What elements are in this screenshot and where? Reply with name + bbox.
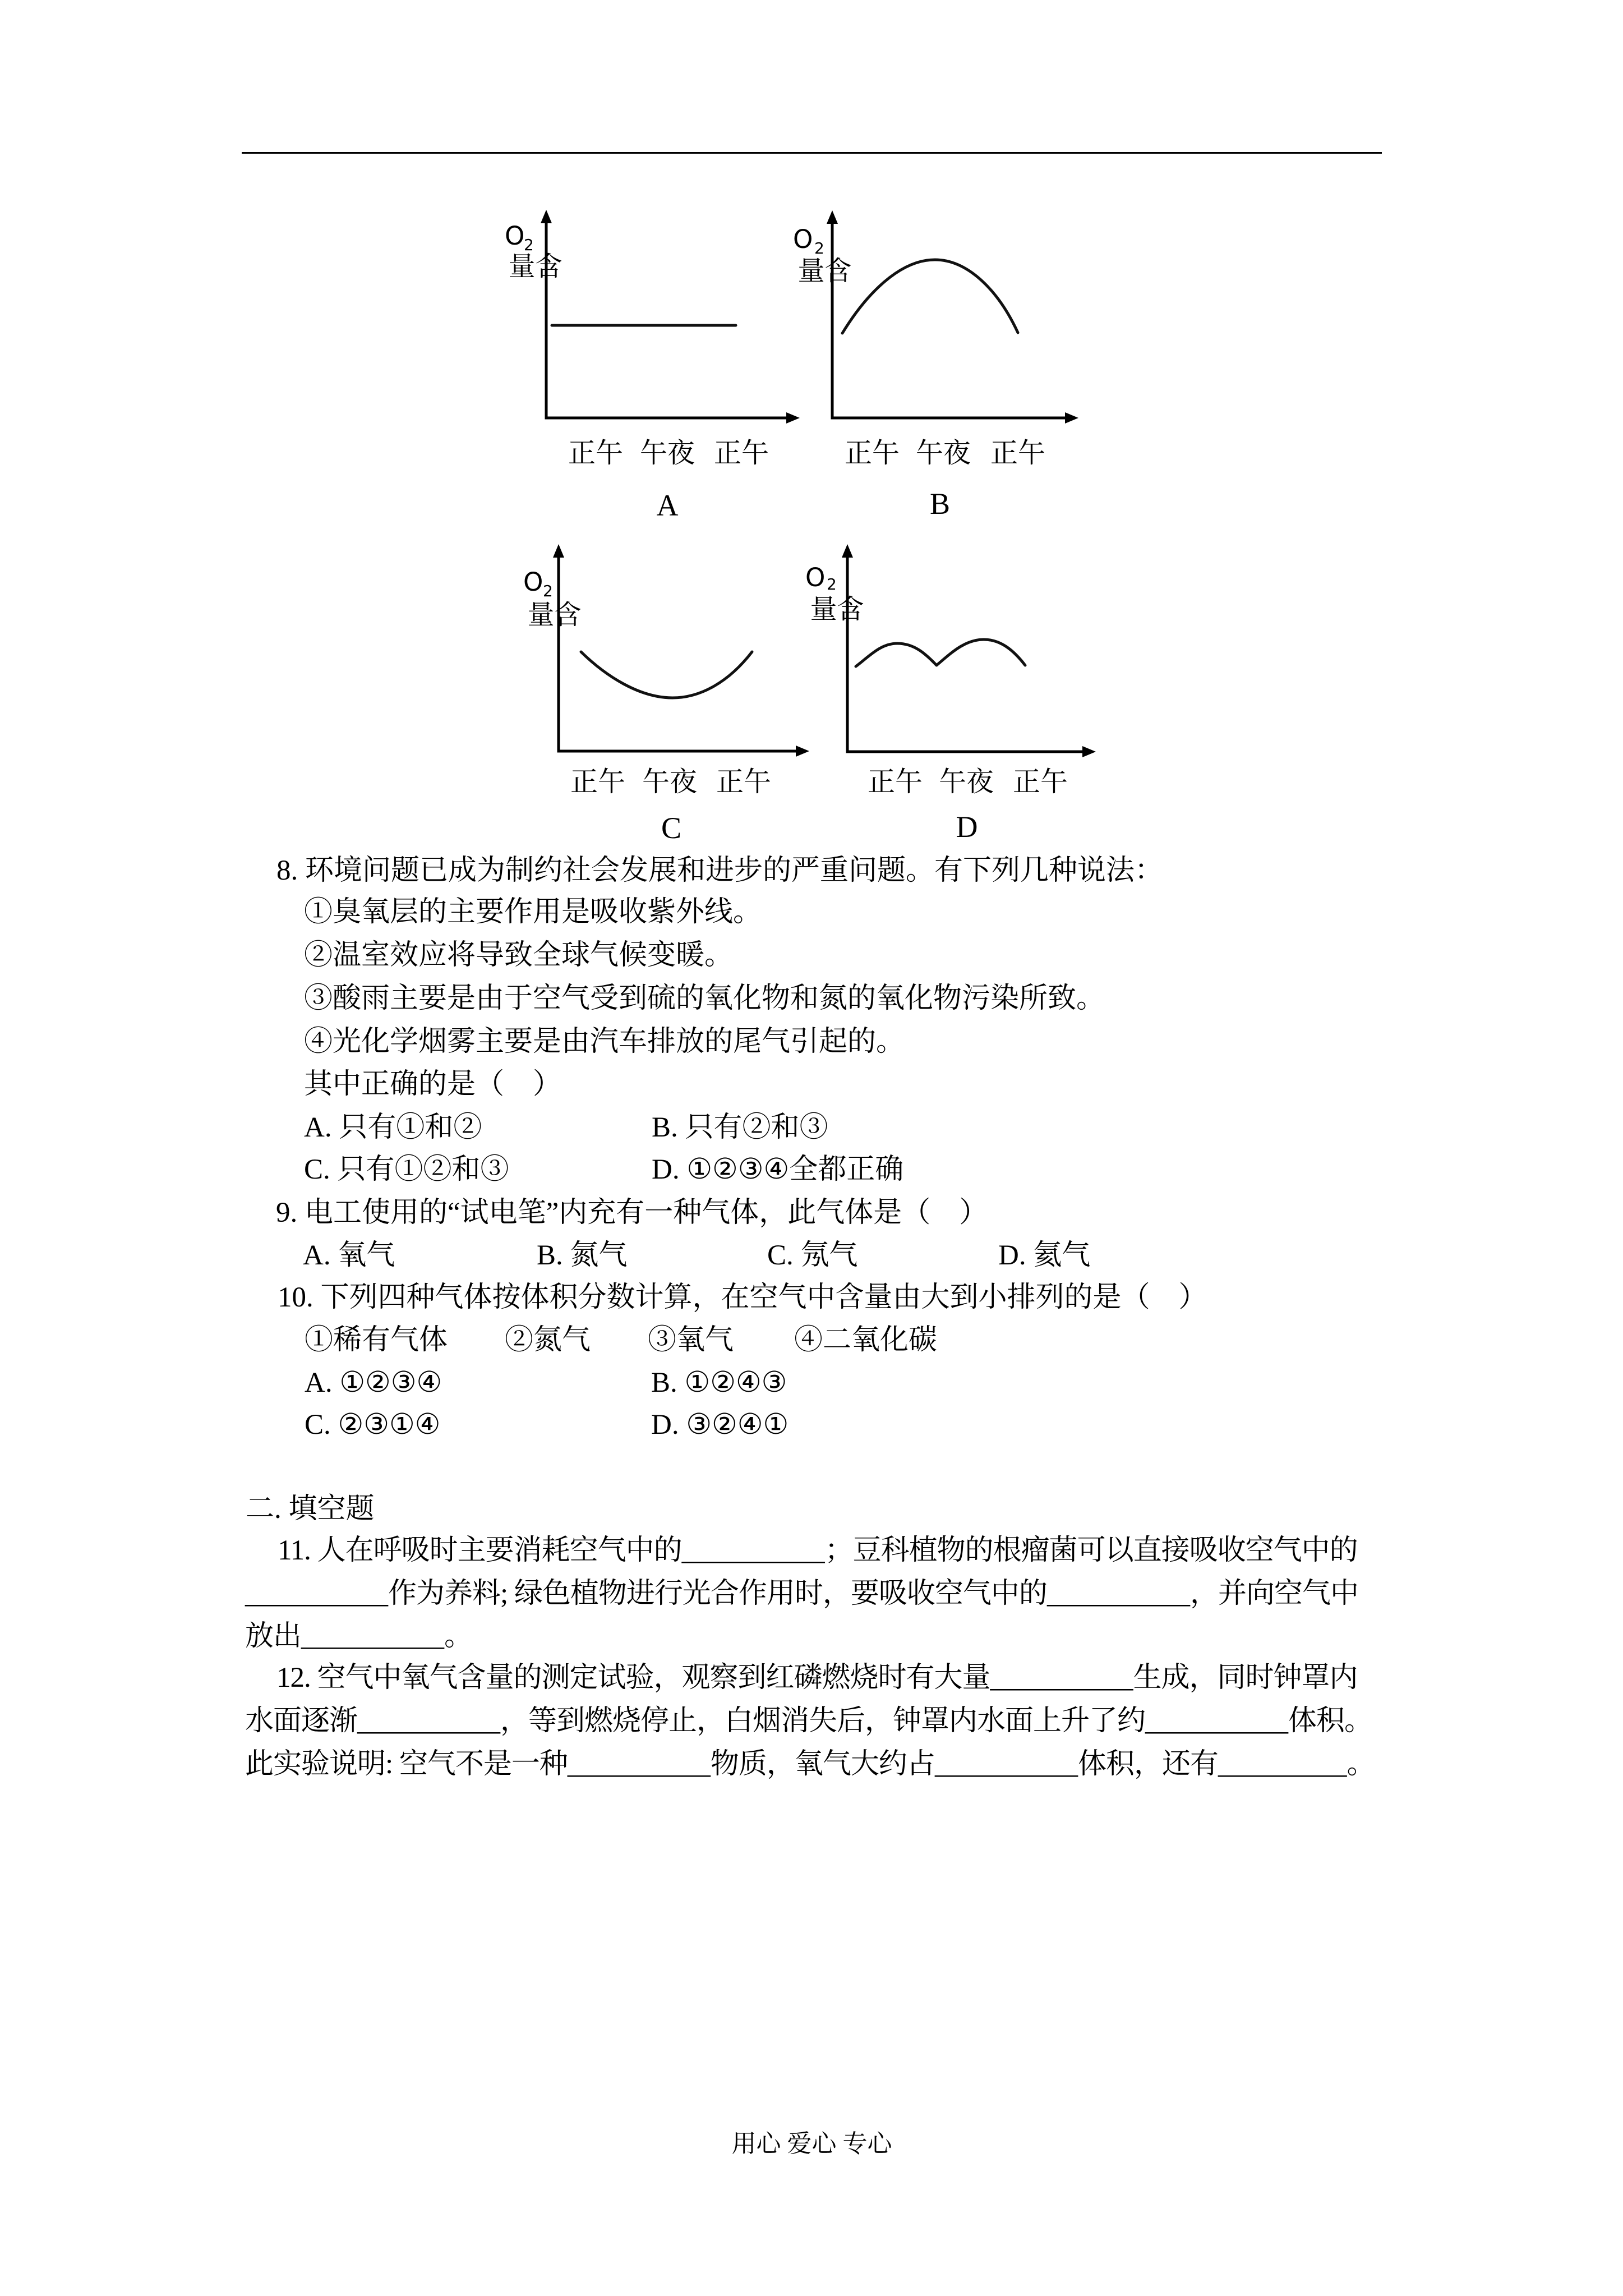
- q11-line: [278, 1529, 1358, 1572]
- x-axis-arrow-icon: [786, 412, 800, 424]
- question-text: 。: [1347, 1749, 1375, 1780]
- q11-line: [245, 1615, 472, 1658]
- question-text: ；豆科植物的根瘤菌可以直接吸收空气中的: [824, 1535, 1358, 1566]
- y-axis-label-subscript: 2: [543, 582, 553, 600]
- q10-stem: 10. 下列四种气体按体积分数计算，在空气中含量由大到小排列的是（ ）: [278, 1282, 1207, 1313]
- answer-blank: __________: [301, 1621, 445, 1652]
- q11-line: [245, 1572, 1358, 1615]
- y-axis-arrow-icon: [842, 544, 853, 558]
- graph-label: B: [929, 487, 951, 521]
- x-tick-label: 正午: [990, 437, 1046, 469]
- question-text: 体积，还有: [1077, 1749, 1218, 1780]
- y-axis-label-symbol: O: [505, 221, 525, 251]
- q10-option-c: C. ②③①④: [305, 1409, 441, 1441]
- o2-curve: [581, 652, 752, 698]
- q12-line: [276, 1657, 1358, 1699]
- question-text: 此实验说明: 空气不是一种: [245, 1749, 568, 1780]
- y-axis-label-subscript: 2: [827, 575, 837, 593]
- header-rule: [242, 152, 1382, 154]
- question-text: 体积。: [1288, 1705, 1373, 1737]
- question-text: 作为养料; 绿色植物进行光合作用时，要吸收空气中的: [388, 1578, 1047, 1609]
- question-text: ，等到燃烧停止，白烟消失后，钟罩内水面上升了约: [500, 1705, 1146, 1737]
- q8-option-d: D. ①②③④全都正确: [652, 1154, 904, 1185]
- q10-item: ③氧气: [648, 1324, 734, 1356]
- answer-blank: __________: [990, 1662, 1133, 1694]
- graph-b-plot: [824, 202, 1088, 426]
- q12-line: [245, 1743, 1375, 1786]
- x-tick-label: 午夜: [642, 766, 698, 798]
- question-text: 生成，同时钟罩内: [1133, 1662, 1358, 1694]
- answer-blank: __________: [934, 1749, 1078, 1780]
- y-axis-label-quantity: 含量: [793, 256, 851, 287]
- question-text: 物质，氧气大约占: [710, 1749, 935, 1780]
- y-axis-label-symbol: O: [793, 224, 813, 254]
- x-tick-label: 正午: [714, 437, 769, 469]
- question-text: 12. 空气中氧气含量的测定试验，观察到红磷燃烧时有大量: [276, 1662, 990, 1694]
- answer-blank: __________: [681, 1535, 825, 1566]
- y-axis-arrow-icon: [541, 210, 552, 223]
- y-axis-label-subscript: 2: [524, 236, 534, 254]
- q12-line: [245, 1700, 1372, 1742]
- x-tick-label: 正午: [570, 766, 626, 798]
- q9-option-d: D. 氦气: [998, 1240, 1091, 1271]
- o2-curve: [856, 639, 1025, 666]
- question-text: 。: [444, 1621, 473, 1652]
- answer-blank: _________: [1218, 1749, 1347, 1780]
- y-axis-arrow-icon: [553, 544, 564, 558]
- y-axis-arrow-icon: [827, 210, 838, 224]
- question-text: 11. 人在呼吸时主要消耗空气中的: [278, 1535, 682, 1566]
- answer-blank: __________: [1145, 1705, 1289, 1737]
- q8-option-a: A. 只有①和②: [304, 1112, 482, 1143]
- q10-option-b: B. ①②④③: [651, 1367, 787, 1398]
- q9-stem: 9. 电工使用的“试电笔”内充有一种气体，此气体是（ ）: [276, 1197, 988, 1228]
- x-tick-label: 正午: [1013, 766, 1068, 798]
- q9-option-b: B. 氮气: [537, 1240, 628, 1271]
- x-axis-arrow-icon: [1082, 746, 1096, 757]
- x-tick-label: 正午: [868, 766, 923, 798]
- q8-stem: 8. 环境问题已成为制约社会发展和进步的严重问题。有下列几种说法：: [276, 855, 1164, 886]
- q8-statement: ②温室效应将导致全球气候变暖。: [304, 940, 734, 971]
- graph-label: C: [661, 811, 682, 845]
- x-axis-arrow-icon: [796, 746, 809, 757]
- q8-statement: ③酸雨主要是由于空气受到硫的氧化物和氮的氧化物污染所致。: [304, 983, 1105, 1014]
- question-text: ，并向空气中: [1189, 1578, 1358, 1609]
- graph-label: A: [656, 489, 679, 522]
- y-axis-label-quantity: 含量: [523, 600, 581, 631]
- y-axis-label-quantity: 含量: [504, 252, 562, 282]
- q8-option-b: B. 只有②和③: [652, 1112, 828, 1143]
- q10-item: ②氮气: [505, 1324, 591, 1356]
- q10-item: ①稀有气体: [305, 1324, 448, 1356]
- y-axis-label-subscript: 2: [814, 239, 824, 257]
- page-footer: 用心 爱心 专心: [731, 2130, 892, 2157]
- y-axis-label-symbol: O: [805, 563, 826, 592]
- x-tick-label: 正午: [845, 437, 900, 469]
- q9-option-a: A. 氧气: [303, 1240, 395, 1271]
- q9-option-c: C. 氖气: [767, 1240, 858, 1271]
- graph-a-plot: [538, 202, 808, 426]
- answer-blank: __________: [357, 1705, 501, 1737]
- x-tick-label: 午夜: [916, 437, 971, 469]
- answer-blank: __________: [567, 1749, 711, 1780]
- o2-curve: [842, 260, 1018, 333]
- x-tick-label: 午夜: [640, 437, 695, 469]
- y-axis-label-symbol: O: [523, 567, 543, 597]
- answer-blank: __________: [245, 1578, 388, 1609]
- x-tick-label: 正午: [568, 437, 624, 469]
- q8-statement: ①臭氧层的主要作用是吸收紫外线。: [304, 896, 762, 928]
- x-tick-label: 正午: [716, 766, 772, 798]
- graph-label: D: [956, 810, 978, 844]
- q10-option-a: A. ①②③④: [305, 1367, 442, 1398]
- q8-statement: ④光化学烟雾主要是由汽车排放的尾气引起的。: [304, 1026, 905, 1057]
- answer-blank: __________: [1046, 1578, 1190, 1609]
- q8-option-c: C. 只有①②和③: [304, 1154, 509, 1185]
- x-axis-arrow-icon: [1065, 412, 1078, 424]
- q8-prompt: 其中正确的是（ ）: [304, 1069, 562, 1100]
- x-tick-label: 午夜: [939, 766, 994, 798]
- section-title: 二. 填空题: [246, 1493, 375, 1525]
- q10-option-d: D. ③②④①: [651, 1409, 789, 1441]
- y-axis-label-quantity: 含量: [805, 595, 864, 625]
- question-text: 水面逐渐: [245, 1705, 358, 1737]
- graph-d-plot: [840, 536, 1103, 760]
- graph-c-plot: [551, 536, 817, 760]
- q10-item: ④二氧化碳: [794, 1324, 938, 1356]
- question-text: 放出: [245, 1621, 302, 1652]
